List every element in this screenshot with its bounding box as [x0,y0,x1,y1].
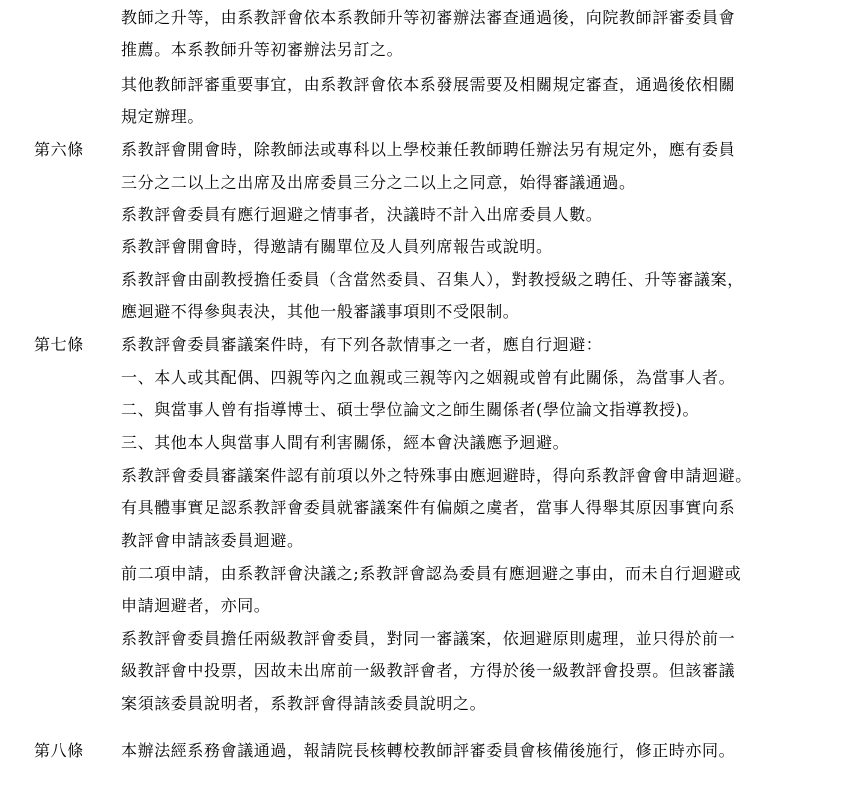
body-line: 系教評會委員審議案件認有前項以外之特殊事由應迴避時，得向系教評會會申請迴避。 [121,466,752,485]
body-line: 系教評會委員擔任兩級教評會委員，對同一審議案，依迴避原則處理，並只得於前一 [121,629,736,648]
body-line: 規定辦理。 [121,107,205,126]
article-label-8: 第八條 [34,741,84,760]
article-label-7: 第七條 [34,335,84,354]
body-line: 教師之升等，由系教評會依本系教師升等初審辦法審查通過後，向院教師評審委員會 [121,8,736,27]
body-line: 三、其他本人與當事人間有利害關係，經本會決議應予迴避。 [121,433,570,452]
body-line: 其他教師評審重要事宜，由系教評會依本系發展需要及相關規定審查，通過後依相關 [121,75,736,94]
body-line: 推薦。本系教師升等初審辦法另訂之。 [121,40,404,59]
body-line: 本辦法經系務會議通過，報請院長核轉校教師評審委員會核備後施行，修正時亦同。 [121,741,736,760]
body-line: 系教評會由副教授擔任委員（含當然委員、召集人），對教授級之聘任、升等審議案， [121,270,744,289]
body-line: 前二項申請，由系教評會決議之;系教評會認為委員有應迴避之事由，而未自行迴避或 [121,564,742,583]
body-line: 應迴避不得參與表決，其他一般審議事項則不受限制。 [121,302,520,321]
body-line: 教評會申請該委員迴避。 [121,531,304,550]
body-line: 系教評會委員審議案件時，有下列各款情事之一者，應自行迴避： [121,335,603,354]
body-line: 案須該委員說明者，系教評會得請該委員說明之。 [121,694,487,713]
body-line: 申請迴避者，亦同。 [121,596,271,615]
body-line: 一、本人或其配偶、四親等內之血親或三親等內之姻親或曾有此關係，為當事人者。 [121,368,736,387]
body-line: 系教評會開會時，得邀請有關單位及人員列席報告或說明。 [121,237,553,256]
body-line: 級教評會中投票，因故未出席前一級教評會者，方得於後一級教評會投票。但該審議 [121,661,736,680]
body-line: 二、與當事人曾有指導博士、碩士學位論文之師生關係者(學位論文指導教授)。 [121,400,700,419]
article-label-6: 第六條 [34,140,84,159]
body-line: 系教評會委員有應行迴避之情事者，決議時不計入出席委員人數。 [121,205,603,224]
body-line: 三分之二以上之出席及出席委員三分之二以上之同意，始得審議通過。 [121,173,636,192]
body-line: 有具體事實足認系教評會委員就審議案件有偏頗之虞者，當事人得舉其原因事實向系 [121,498,736,517]
body-line: 系教評會開會時，除教師法或專科以上學校兼任教師聘任辦法另有規定外，應有委員 [121,140,736,159]
